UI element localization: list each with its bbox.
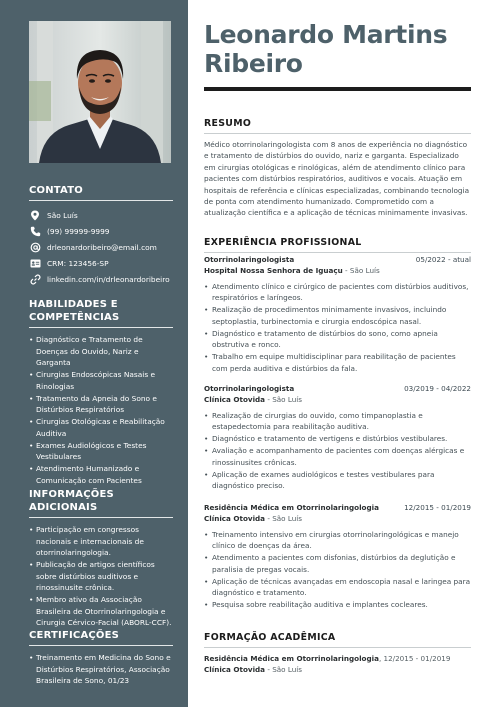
job-org-name: Clínica Otovida: [204, 395, 266, 404]
list-item: • Aplicação de técnicas avançadas em endoscopia nasal e laringea para diagnóstico e tratamento.: [204, 576, 471, 599]
list-item: • Diagnóstico e tratamento de vertigens e distúrbios vestibulares.: [204, 433, 471, 444]
additional-section: [29, 488, 173, 629]
name-divider: [204, 87, 471, 91]
contact-email-text: drleonardoribeiro@email.com: [47, 242, 157, 252]
list-item: • Avaliação e acompanhamento de pacientes com doenças alérgicas e rinossinusites crônicas.: [204, 445, 471, 468]
summary-text: Médico otorrinolaringologista com 8 anos de experiência no diagnóstico e tratamento de distúrbios do ouvido, nariz e garganta. Especializado em cirurgias otológicas e rinológicas, além de atendimento clínico para pacientes com distúrbios respiratórios, auditivos e vocais. Atuação em hospitais de referência e clínicas especializadas, combinando tecnologia de ponta com atendimento humanizado. Comprometido com a atualização científica e a aplicação de técnicas minimamente invasivas.: [204, 140, 470, 218]
divider: [204, 252, 471, 253]
contact-linkedin[interactable]: [29, 271, 173, 287]
skills-section: [29, 298, 173, 487]
contact-phone-text: (99) 99999-9999: [47, 226, 110, 236]
contact-crm-text: CRM: 123456-SP: [47, 258, 109, 268]
contact-linkedin-text: linkedin.com/in/drleonardoribeiro: [47, 274, 170, 284]
list-item: • Cirurgias Endoscópicas Nasais e Rinologias: [29, 369, 173, 392]
job-duties: [204, 410, 471, 492]
list-item: • Participação em congressos nacionais e internacionais de otorrinolaringologia.: [29, 524, 173, 559]
job-org-name: Hospital Nossa Senhora de Iguaçu: [204, 266, 343, 275]
list-item: • Realização de procedimentos minimamente invasivos, incluindo septoplastia, turbinectomia e cirurgia endoscópica nasal.: [204, 304, 471, 327]
summary-section: [204, 118, 471, 219]
job-org-name: Clínica Otovida: [204, 514, 266, 523]
certifications-list: [29, 652, 173, 687]
job-duties: [204, 281, 471, 374]
location-pin-icon: [29, 209, 41, 221]
sidebar: [0, 0, 188, 707]
profile-photo: [29, 21, 171, 163]
education-org-name: Clínica Otovida: [204, 665, 266, 674]
list-item: • Atendimento clínico e cirúrgico de pacientes com distúrbios auditivos, respiratórios e laríngeos.: [204, 281, 471, 304]
list-item: • Treinamento intensivo em cirurgias otorrinolaringológicas e manejo clínico de doenças da área.: [204, 529, 471, 552]
additional-title: INFORMAÇÕES ADICIONAIS: [29, 488, 173, 518]
education-organization: [204, 664, 471, 675]
list-item: • Exames Audiológicos e Testes Vestibulares: [29, 440, 173, 463]
contact-email[interactable]: [29, 239, 173, 255]
list-item: • Trabalho em equipe multidisciplinar para reabilitação de pacientes com perda auditiva e distúrbios da fala.: [204, 351, 471, 374]
job-date: 12/2015 - 01/2019: [404, 503, 471, 512]
job-organization: [204, 394, 471, 405]
list-item: • Cirurgias Otológicas e Reabilitação Auditiva: [29, 416, 173, 439]
job-organization: [204, 513, 471, 524]
job-duties: [204, 529, 471, 611]
job-location: - São Luís: [265, 514, 303, 523]
candidate-name: Leonardo Martins Ribeiro: [204, 20, 448, 78]
contact-title: CONTATO: [29, 184, 173, 201]
job-header: [204, 254, 471, 265]
divider: [204, 647, 471, 648]
list-item: • Realização de cirurgias do ouvido, como timpanoplastia e estapedectomia para reabilitação auditiva.: [204, 410, 471, 433]
additional-list: [29, 524, 173, 629]
job-role: Otorrinolaringologista: [204, 384, 295, 393]
list-item: • Diagnóstico e tratamento de distúrbios do sono, como apneia obstrutiva e ronco.: [204, 328, 471, 351]
link-icon: [29, 273, 41, 285]
education-section: [204, 632, 471, 675]
job-date: 05/2022 - atual: [415, 255, 471, 264]
list-item: • Atendimento a pacientes com disfonias, distúrbios da deglutição e paralisia de pregas vocais.: [204, 552, 471, 575]
list-item: • Aplicação de exames audiológicos e testes vestibulares para diagnóstico preciso.: [204, 469, 471, 492]
job-location: - São Luís: [265, 395, 303, 404]
job-organization: [204, 265, 471, 276]
job-entry: [204, 502, 471, 611]
job-header: [204, 383, 471, 394]
experience-section: [204, 237, 471, 617]
job-role: Otorrinolaringologista: [204, 255, 295, 264]
education-date: , 12/2015 - 01/2019: [378, 654, 451, 663]
list-item: • Membro ativo da Associação Brasileira de Otorrinolaringologia e Cirurgia Cérvico-Facial (ABORL-CCF).: [29, 594, 173, 629]
job-header: [204, 502, 471, 513]
job-entry: [204, 254, 471, 375]
email-icon: [29, 241, 41, 253]
contact-crm: [29, 255, 173, 271]
list-item: • Treinamento em Medicina do Sono e Distúrbios Respiratórios, Associação Brasileira de Sono, 01/23: [29, 652, 173, 687]
list-item: • Atendimento Humanizado e Comunicação com Pacientes: [29, 463, 173, 486]
divider: [204, 133, 471, 134]
certifications-section: [29, 629, 173, 687]
education-degree: Residência Médica em Otorrinolaringologia: [204, 654, 379, 663]
education-location: - São Luís: [265, 665, 303, 674]
job-role: Residência Médica em Otorrinolaringologia: [204, 503, 379, 512]
phone-icon: [29, 225, 41, 237]
list-item: • Diagnóstico e Tratamento de Doenças do Ouvido, Nariz e Garganta: [29, 334, 173, 369]
contact-section: [29, 184, 173, 287]
skills-title: HABILIDADES E COMPETÊNCIAS: [29, 298, 173, 328]
job-date: 03/2019 - 04/2022: [404, 384, 471, 393]
job-entry: [204, 383, 471, 492]
certifications-title: CERTIFICAÇÕES: [29, 629, 173, 646]
list-item: • Publicação de artigos científicos sobre distúrbios auditivos e rinossinusite crônica.: [29, 559, 173, 594]
contact-location: [29, 207, 173, 223]
education-title: FORMAÇÃO ACADÊMICA: [204, 632, 336, 643]
job-location: - São Luís: [342, 266, 380, 275]
skills-list: [29, 334, 173, 486]
list-item: • Tratamento da Apneia do Sono e Distúrbios Respiratórios: [29, 393, 173, 416]
education-degree-line: [204, 653, 471, 664]
list-item: • Pesquisa sobre reabilitação auditiva e implantes cocleares.: [204, 599, 471, 610]
contact-location-text: São Luís: [47, 210, 78, 220]
experience-title: EXPERIÊNCIA PROFISSIONAL: [204, 237, 362, 248]
portrait-image: [29, 21, 171, 163]
summary-title: RESUMO: [204, 118, 252, 129]
contact-phone[interactable]: [29, 223, 173, 239]
id-card-icon: [29, 257, 41, 269]
